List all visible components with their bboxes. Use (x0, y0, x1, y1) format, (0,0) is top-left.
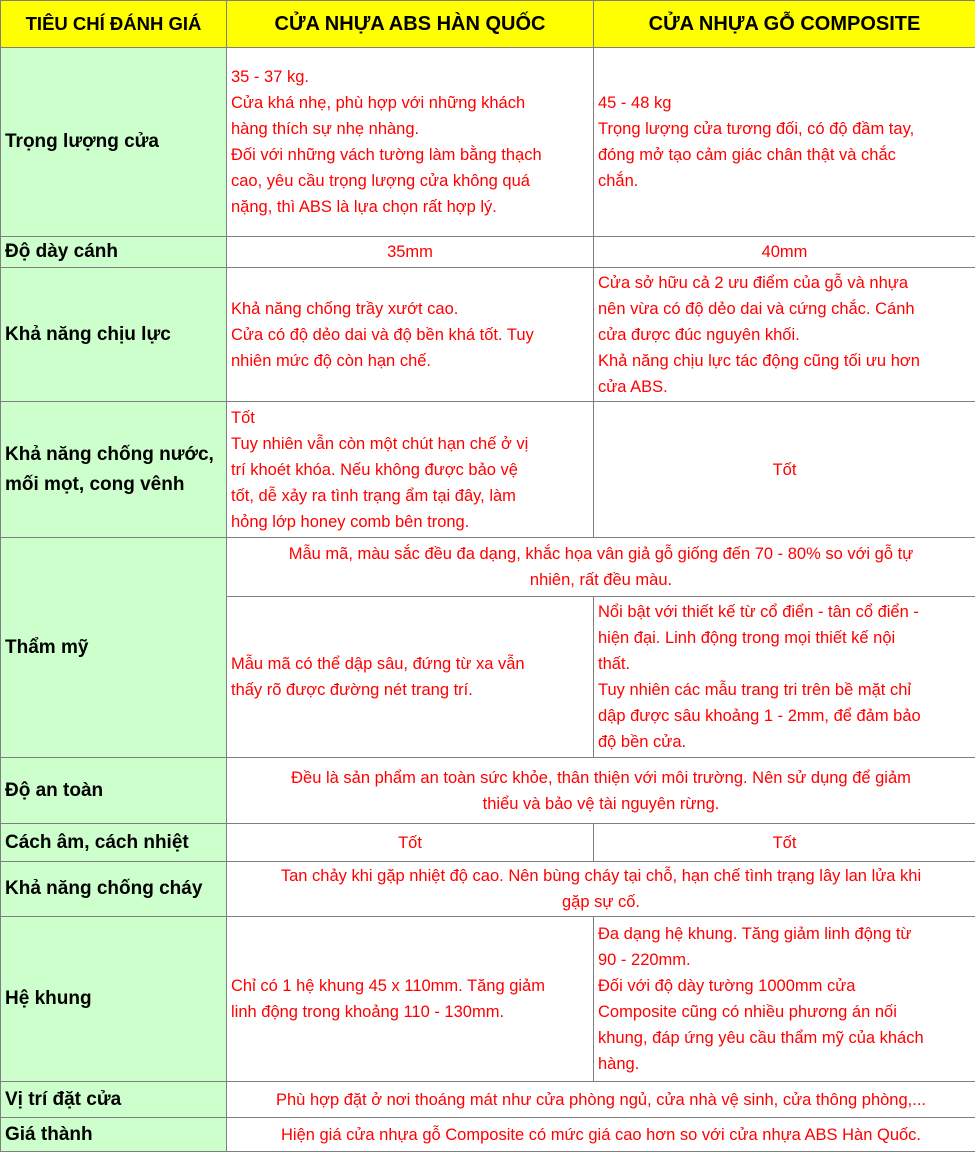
strength-composite-line: cửa ABS. (598, 374, 971, 400)
strength-composite-line: nên vừa có độ dẻo dai và cứng chắc. Cánh (598, 296, 971, 322)
frame-abs (227, 917, 594, 1082)
price-shared: Hiện giá cửa nhựa gỗ Composite có mức giá cao hơn so với cửa nhựa ABS Hàn Quốc. (227, 1118, 975, 1152)
row-strength (1, 268, 975, 402)
frame-composite-line: Đa dạng hệ khung. Tăng giảm linh động từ (598, 921, 971, 947)
frame-abs-line: Chỉ có 1 hệ khung 45 x 110mm. Tăng giảm (231, 973, 589, 999)
water-abs-line: tốt, dễ xảy ra tình trạng ẩm tại đây, làm (231, 483, 589, 509)
row-price (1, 1118, 975, 1152)
strength-abs (227, 268, 594, 402)
water-abs (227, 402, 594, 538)
aesthetics-composite-line: hiện đại. Linh động trong mọi thiết kế nội (598, 625, 971, 651)
safety-shared-line: thiểu và bảo vệ tài nguyên rừng. (231, 791, 971, 817)
criteria-thickness: Độ dày cánh (1, 237, 227, 268)
weight-composite-line: 45 - 48 kg (598, 90, 971, 116)
weight-abs-line: 35 - 37 kg. (231, 64, 589, 90)
aesthetics-abs (227, 597, 594, 758)
row-fire-resistance (1, 862, 975, 917)
weight-abs-line: cao, yêu cầu trọng lượng cửa không quá (231, 168, 589, 194)
aesthetics-shared (227, 538, 975, 597)
header-criteria: TIÊU CHÍ ĐÁNH GIÁ (1, 1, 227, 48)
criteria-water-resistance (1, 402, 227, 538)
safety-shared (227, 758, 975, 824)
strength-abs-line: Cửa có độ dẻo dai và độ bền khá tốt. Tuy (231, 322, 589, 348)
water-composite: Tốt (594, 402, 975, 538)
header-composite-door: CỬA NHỰA GỖ COMPOSITE (594, 1, 975, 48)
row-water-resistance (1, 402, 975, 538)
aesthetics-abs-line: thấy rõ được đường nét trang trí. (231, 677, 589, 703)
aesthetics-composite-line: thất. (598, 651, 971, 677)
frame-composite (594, 917, 975, 1082)
header-row (1, 1, 975, 48)
frame-composite-line: Đối với độ dày tường 1000mm cửa (598, 973, 971, 999)
criteria-price: Giá thành (1, 1118, 227, 1152)
frame-composite-line: Composite cũng có nhiều phương án nối (598, 999, 971, 1025)
strength-composite-line: cửa được đúc nguyên khối. (598, 322, 971, 348)
aesthetics-shared-line: nhiên, rất đều màu. (231, 567, 971, 593)
weight-abs-line: Cửa khá nhẹ, phù hợp với những khách (231, 90, 589, 116)
aesthetics-composite (594, 597, 975, 758)
insulation-composite: Tốt (594, 824, 975, 862)
aesthetics-shared-line: Mẫu mã, màu sắc đều đa dạng, khắc họa vân giả gỗ giống đến 70 - 80% so với gỗ tự (231, 541, 971, 567)
row-frame (1, 917, 975, 1082)
criteria-water-line: Khả năng chống nước, (5, 440, 222, 470)
frame-composite-line: hàng. (598, 1051, 971, 1077)
row-safety (1, 758, 975, 824)
row-thickness (1, 237, 975, 268)
frame-abs-line: linh động trong khoảng 110 - 130mm. (231, 999, 589, 1025)
aesthetics-abs-line: Mẫu mã có thể dập sâu, đứng từ xa vẫn (231, 651, 589, 677)
weight-abs-line: Đối với những vách tường làm bằng thạch (231, 142, 589, 168)
row-weight (1, 48, 975, 237)
water-abs-line: trí khoét khóa. Nếu không được bảo vệ (231, 457, 589, 483)
water-abs-line: hỏng lớp honey comb bên trong. (231, 509, 589, 535)
aesthetics-composite-line: Tuy nhiên các mẫu trang tri trên bề mặt chỉ (598, 677, 971, 703)
header-abs-door: CỬA NHỰA ABS HÀN QUỐC (227, 1, 594, 48)
strength-composite-line: Khả năng chịu lực tác động cũng tối ưu hơn (598, 348, 971, 374)
aesthetics-composite-line: độ bền cửa. (598, 729, 971, 755)
row-insulation (1, 824, 975, 862)
weight-abs-line: nặng, thì ABS là lựa chọn rất hợp lý. (231, 194, 589, 220)
thickness-composite: 40mm (594, 237, 975, 268)
strength-composite-line: Cửa sở hữu cả 2 ưu điểm của gỗ và nhựa (598, 270, 971, 296)
criteria-strength: Khả năng chịu lực (1, 268, 227, 402)
criteria-placement: Vị trí đặt cửa (1, 1082, 227, 1118)
frame-composite-line: 90 - 220mm. (598, 947, 971, 973)
safety-shared-line: Đều là sản phẩm an toàn sức khỏe, thân thiện với môi trường. Nên sử dụng để giảm (231, 765, 971, 791)
criteria-aesthetics: Thẩm mỹ (1, 538, 227, 758)
criteria-weight: Trọng lượng cửa (1, 48, 227, 237)
row-placement (1, 1082, 975, 1118)
frame-composite-line: khung, đáp ứng yêu cầu thẩm mỹ của khách (598, 1025, 971, 1051)
criteria-fire-resistance: Khả năng chống cháy (1, 862, 227, 917)
criteria-insulation: Cách âm, cách nhiệt (1, 824, 227, 862)
weight-composite-line: Trọng lượng cửa tương đối, có độ đầm tay, (598, 116, 971, 142)
strength-abs-line: Khả năng chống trầy xướt cao. (231, 296, 589, 322)
weight-abs (227, 48, 594, 237)
aesthetics-composite-line: dập được sâu khoảng 1 - 2mm, để đảm bảo (598, 703, 971, 729)
weight-composite-line: đóng mở tạo cảm giác chân thật và chắc (598, 142, 971, 168)
aesthetics-composite-line: Nổi bật với thiết kế từ cổ điển - tân cổ điển - (598, 599, 971, 625)
fire-shared (227, 862, 975, 917)
fire-shared-line: gặp sự cố. (231, 889, 971, 915)
strength-abs-line: nhiên mức độ còn hạn chế. (231, 348, 589, 374)
fire-shared-line: Tan chảy khi gặp nhiệt độ cao. Nên bùng cháy tại chỗ, hạn chế tình trạng lây lan lửa khi (231, 863, 971, 889)
strength-composite (594, 268, 975, 402)
weight-composite (594, 48, 975, 237)
weight-abs-line: hàng thích sự nhẹ nhàng. (231, 116, 589, 142)
water-abs-line: Tốt (231, 405, 589, 431)
criteria-water-line: mối mọt, cong vênh (5, 470, 222, 500)
insulation-abs: Tốt (227, 824, 594, 862)
water-abs-line: Tuy nhiên vẫn còn một chút hạn chế ở vị (231, 431, 589, 457)
placement-shared: Phù hợp đặt ở nơi thoáng mát như cửa phòng ngủ, cửa nhà vệ sinh, cửa thông phòng,... (227, 1082, 975, 1118)
criteria-safety: Độ an toàn (1, 758, 227, 824)
thickness-abs: 35mm (227, 237, 594, 268)
weight-composite-line: chắn. (598, 168, 971, 194)
criteria-frame: Hệ khung (1, 917, 227, 1082)
row-aesthetics-shared (1, 538, 975, 597)
